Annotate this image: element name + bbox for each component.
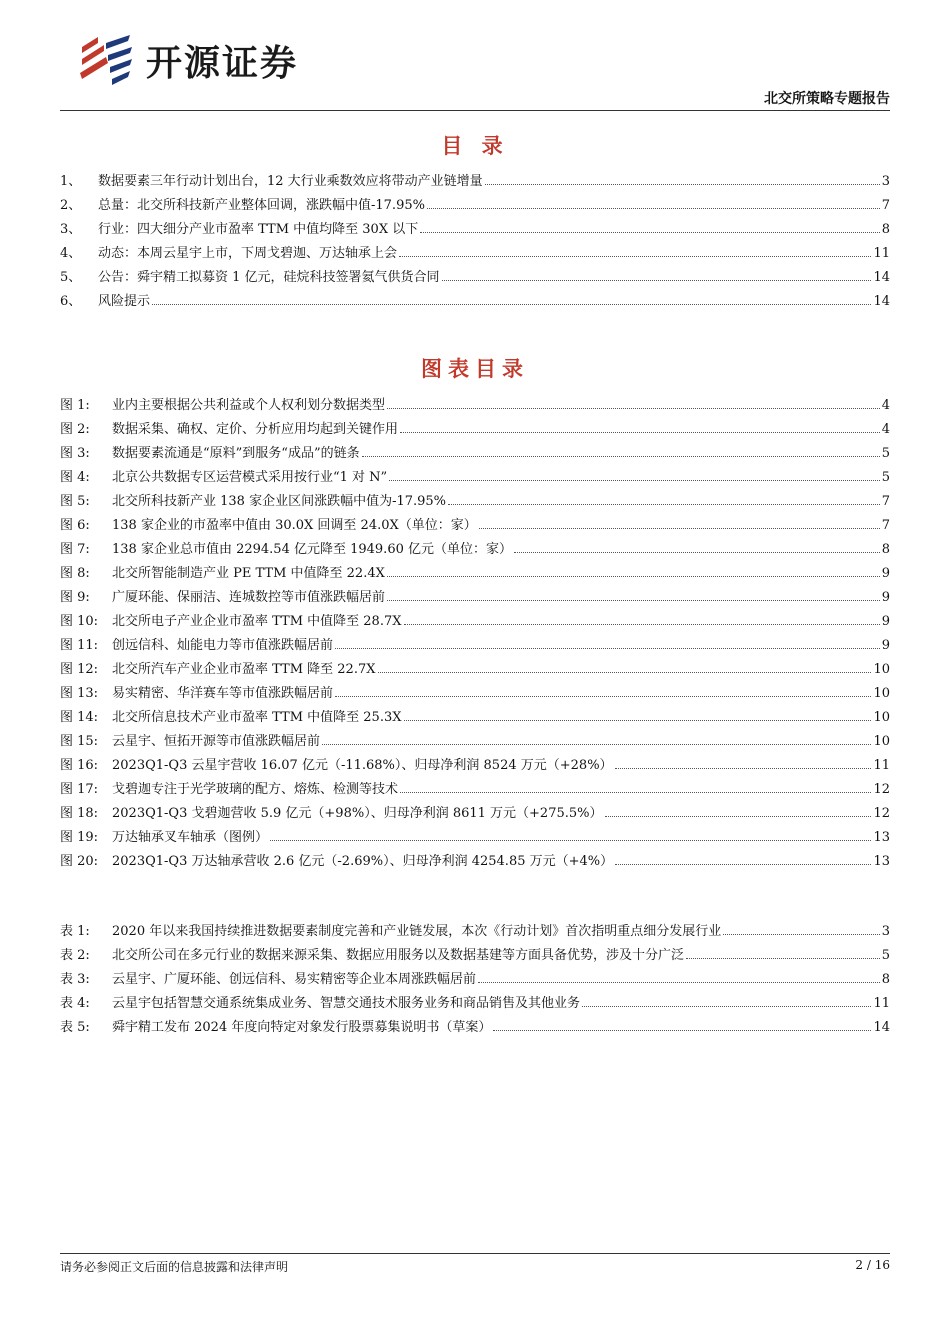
dot-leader	[378, 658, 872, 673]
entry-label: 戈碧迦专注于光学玻璃的配方、熔炼、检测等技术	[112, 782, 399, 797]
entry-label: 北交所公司在多元行业的数据来源采集、数据应用服务以及数据基建等方面具备优势，涉及十分广泛	[112, 948, 685, 963]
entry-number: 图 20:	[60, 854, 99, 869]
entry-number: 5、	[60, 270, 82, 285]
entry-number: 图 14:	[60, 710, 99, 725]
entry-page-number: 10	[873, 662, 890, 677]
entry-label: 易实精密、华洋赛车等市值涨跌幅居前	[112, 686, 334, 701]
entry-page-number: 10	[873, 710, 890, 725]
toc-entry[interactable]	[60, 242, 890, 266]
dot-leader	[420, 218, 879, 233]
entry-page-number: 12	[873, 806, 890, 821]
entry-label: 2023Q1-Q3 万达轴承营收 2.6 亿元（-2.69%）、归母净利润 4254.85 万元（+4%）	[112, 854, 614, 869]
entry-number: 图 17:	[60, 782, 99, 797]
toc-entry[interactable]	[60, 490, 890, 514]
entry-page-number: 5	[881, 470, 890, 485]
dot-leader	[362, 442, 880, 457]
toc-entry[interactable]	[60, 170, 890, 194]
toc-list	[60, 170, 890, 314]
entry-page-number: 3	[881, 174, 890, 189]
entry-page-number: 13	[873, 854, 890, 869]
toc-entry[interactable]	[60, 944, 890, 968]
entry-page-number: 10	[873, 734, 890, 749]
footer-disclaimer: 请务必参阅正文后面的信息披露和法律声明	[60, 1260, 289, 1274]
dot-leader	[404, 610, 880, 625]
toc-entry[interactable]	[60, 194, 890, 218]
entry-number: 图 1:	[60, 398, 90, 413]
entry-number: 图 6:	[60, 518, 90, 533]
toc-entry[interactable]	[60, 802, 890, 826]
toc-entry[interactable]	[60, 514, 890, 538]
entry-label: 2023Q1-Q3 戈碧迦营收 5.9 亿元（+98%）、归母净利润 8611 万元（+275.5%）	[112, 806, 603, 821]
dot-leader	[493, 1016, 871, 1031]
dot-leader	[686, 944, 880, 959]
tables-list	[60, 920, 890, 1040]
entry-page-number: 10	[873, 686, 890, 701]
dot-leader	[387, 586, 880, 601]
entry-label: 2020 年以来我国持续推进数据要素制度完善和产业链发展，本次《行动计划》首次指明重点细分发展行业	[112, 924, 722, 939]
entry-number: 图 15:	[60, 734, 99, 749]
toc-entry[interactable]	[60, 466, 890, 490]
dot-leader	[399, 242, 871, 257]
figures-list	[60, 394, 890, 874]
entry-label: 北交所信息技术产业市盈率 TTM 中值降至 25.3X	[112, 710, 402, 725]
toc-entry[interactable]	[60, 610, 890, 634]
dot-leader	[404, 706, 872, 721]
entry-number: 图 9:	[60, 590, 90, 605]
entry-page-number: 13	[873, 830, 890, 845]
entry-number: 图 2:	[60, 422, 90, 437]
toc-entry[interactable]	[60, 394, 890, 418]
entry-number: 表 1:	[60, 924, 90, 939]
entry-page-number: 5	[881, 446, 890, 461]
entry-page-number: 4	[881, 422, 890, 437]
toc-entry[interactable]	[60, 850, 890, 874]
entry-number: 表 5:	[60, 1020, 90, 1035]
toc-entry[interactable]	[60, 538, 890, 562]
entry-label: 舜宇精工发布 2024 年度向特定对象发行股票募集说明书（草案）	[112, 1020, 492, 1035]
entry-page-number: 9	[881, 566, 890, 581]
entry-label: 北交所汽车产业企业市盈率 TTM 降至 22.7X	[112, 662, 376, 677]
toc-entry[interactable]	[60, 290, 890, 314]
figures-title: 图表目录	[421, 357, 529, 381]
toc-entry[interactable]	[60, 754, 890, 778]
dot-leader	[723, 920, 880, 935]
toc-entry[interactable]	[60, 266, 890, 290]
entry-number: 3、	[60, 222, 82, 237]
dot-leader	[442, 266, 872, 281]
toc-entry[interactable]	[60, 1016, 890, 1040]
entry-page-number: 9	[881, 638, 890, 653]
toc-entry[interactable]	[60, 658, 890, 682]
entry-page-number: 9	[881, 614, 890, 629]
dot-leader	[605, 802, 872, 817]
dot-leader	[582, 992, 871, 1007]
entry-label: 云星宇包括智慧交通系统集成业务、智慧交通技术服务业务和商品销售及其他业务	[112, 996, 581, 1011]
entry-page-number: 4	[881, 398, 890, 413]
entry-number: 图 5:	[60, 494, 90, 509]
entry-page-number: 8	[881, 972, 890, 987]
toc-entry[interactable]	[60, 418, 890, 442]
entry-number: 图 11:	[60, 638, 99, 653]
entry-page-number: 8	[881, 542, 890, 557]
entry-label: 北交所科技新产业 138 家企业区间涨跌幅中值为-17.95%	[112, 494, 447, 509]
logo-text: 开源证券	[146, 42, 299, 84]
entry-label: 138 家企业总市值由 2294.54 亿元降至 1949.60 亿元（单位：家）	[112, 542, 512, 557]
entry-label: 云星宇、恒拓开源等市值涨跌幅居前	[112, 734, 321, 749]
dot-leader	[152, 290, 871, 305]
dot-leader	[615, 754, 872, 769]
report-type-label: 北交所策略专题报告	[764, 91, 890, 107]
entry-label: 万达轴承叉车轴承（图例）	[112, 830, 269, 845]
entry-label: 北交所智能制造产业 PE TTM 中值降至 22.4X	[112, 566, 385, 581]
dot-leader	[335, 682, 871, 697]
toc-entry[interactable]	[60, 706, 890, 730]
dot-leader	[322, 730, 871, 745]
toc-entry[interactable]	[60, 682, 890, 706]
entry-number: 2、	[60, 198, 82, 213]
company-logo	[78, 30, 298, 90]
dot-leader	[387, 394, 880, 409]
entry-page-number: 11	[873, 246, 890, 261]
entry-number: 表 2:	[60, 948, 90, 963]
toc-entry[interactable]	[60, 562, 890, 586]
entry-label: 动态：本周云星宇上市，下周戈碧迦、万达轴承上会	[98, 246, 398, 261]
entry-page-number: 8	[881, 222, 890, 237]
page-indicator: 2 / 16	[855, 1258, 890, 1272]
header-divider	[60, 110, 890, 111]
entry-number: 表 3:	[60, 972, 90, 987]
entry-page-number: 14	[873, 1020, 890, 1035]
dot-leader	[270, 826, 871, 841]
toc-entry[interactable]	[60, 826, 890, 850]
entry-page-number: 12	[873, 782, 890, 797]
entry-label: 云星宇、广厦环能、创远信科、易实精密等企业本周涨跌幅居前	[112, 972, 477, 987]
entry-page-number: 14	[873, 294, 890, 309]
toc-entry[interactable]	[60, 992, 890, 1016]
dot-leader	[387, 562, 880, 577]
entry-page-number: 11	[873, 996, 890, 1011]
dot-leader	[335, 634, 880, 649]
entry-label: 创远信科、灿能电力等市值涨跌幅居前	[112, 638, 334, 653]
entry-label: 2023Q1-Q3 云星宇营收 16.07 亿元（-11.68%）、归母净利润 8524 万元（+28%）	[112, 758, 613, 773]
entry-number: 图 4:	[60, 470, 90, 485]
dot-leader	[478, 968, 880, 983]
toc-entry[interactable]	[60, 442, 890, 466]
entry-label: 数据要素流通是“原料”到服务“成品”的链条	[112, 446, 360, 461]
entry-page-number: 11	[873, 758, 890, 773]
entry-label: 广厦环能、保丽洁、连城数控等市值涨跌幅居前	[112, 590, 386, 605]
entry-number: 图 16:	[60, 758, 99, 773]
entry-label: 公告：舜宇精工拟募资 1 亿元，硅烷科技签署氦气供货合同	[98, 270, 440, 285]
entry-number: 1、	[60, 174, 82, 189]
logo-mark-icon	[78, 33, 134, 87]
entry-number: 图 10:	[60, 614, 99, 629]
entry-page-number: 9	[881, 590, 890, 605]
toc-title: 目 录	[441, 134, 509, 158]
entry-page-number: 14	[873, 270, 890, 285]
entry-label: 北京公共数据专区运营模式采用按行业“1 对 N”	[112, 470, 388, 485]
toc-entry[interactable]	[60, 730, 890, 754]
entry-label: 风险提示	[98, 294, 151, 309]
dot-leader	[389, 466, 880, 481]
dot-leader	[448, 490, 880, 505]
footer-divider	[60, 1253, 890, 1254]
entry-number: 图 3:	[60, 446, 90, 461]
page-header	[60, 30, 890, 110]
entry-number: 图 19:	[60, 830, 99, 845]
entry-page-number: 5	[881, 948, 890, 963]
entry-number: 4、	[60, 246, 82, 261]
entry-label: 北交所电子产业企业市盈率 TTM 中值降至 28.7X	[112, 614, 402, 629]
toc-entry[interactable]	[60, 968, 890, 992]
dot-leader	[400, 778, 871, 793]
entry-number: 图 13:	[60, 686, 99, 701]
entry-label: 138 家企业的市盈率中值由 30.0X 回调至 24.0X（单位：家）	[112, 518, 477, 533]
entry-number: 6、	[60, 294, 82, 309]
dot-leader	[485, 170, 880, 185]
entry-page-number: 3	[881, 924, 890, 939]
entry-page-number: 7	[881, 198, 890, 213]
entry-page-number: 7	[881, 518, 890, 533]
entry-label: 数据要素三年行动计划出台，12 大行业乘数效应将带动产业链增量	[98, 174, 483, 189]
entry-number: 图 8:	[60, 566, 90, 581]
entry-label: 行业：四大细分产业市盈率 TTM 中值均降至 30X 以下	[98, 222, 419, 237]
entry-number: 图 18:	[60, 806, 99, 821]
dot-leader	[427, 194, 880, 209]
dot-leader	[479, 514, 880, 529]
toc-entry[interactable]	[60, 218, 890, 242]
entry-page-number: 7	[881, 494, 890, 509]
dot-leader	[514, 538, 880, 553]
entry-label: 总量：北交所科技新产业整体回调，涨跌幅中值-17.95%	[98, 198, 425, 213]
entry-number: 图 12:	[60, 662, 99, 677]
toc-entry[interactable]	[60, 778, 890, 802]
toc-entry[interactable]	[60, 586, 890, 610]
toc-entry[interactable]	[60, 920, 890, 944]
entry-number: 表 4:	[60, 996, 90, 1011]
entry-number: 图 7:	[60, 542, 90, 557]
entry-label: 业内主要根据公共利益或个人权利划分数据类型	[112, 398, 386, 413]
toc-entry[interactable]	[60, 634, 890, 658]
dot-leader	[400, 418, 880, 433]
dot-leader	[615, 850, 871, 865]
entry-label: 数据采集、确权、定价、分析应用均起到关键作用	[112, 422, 399, 437]
